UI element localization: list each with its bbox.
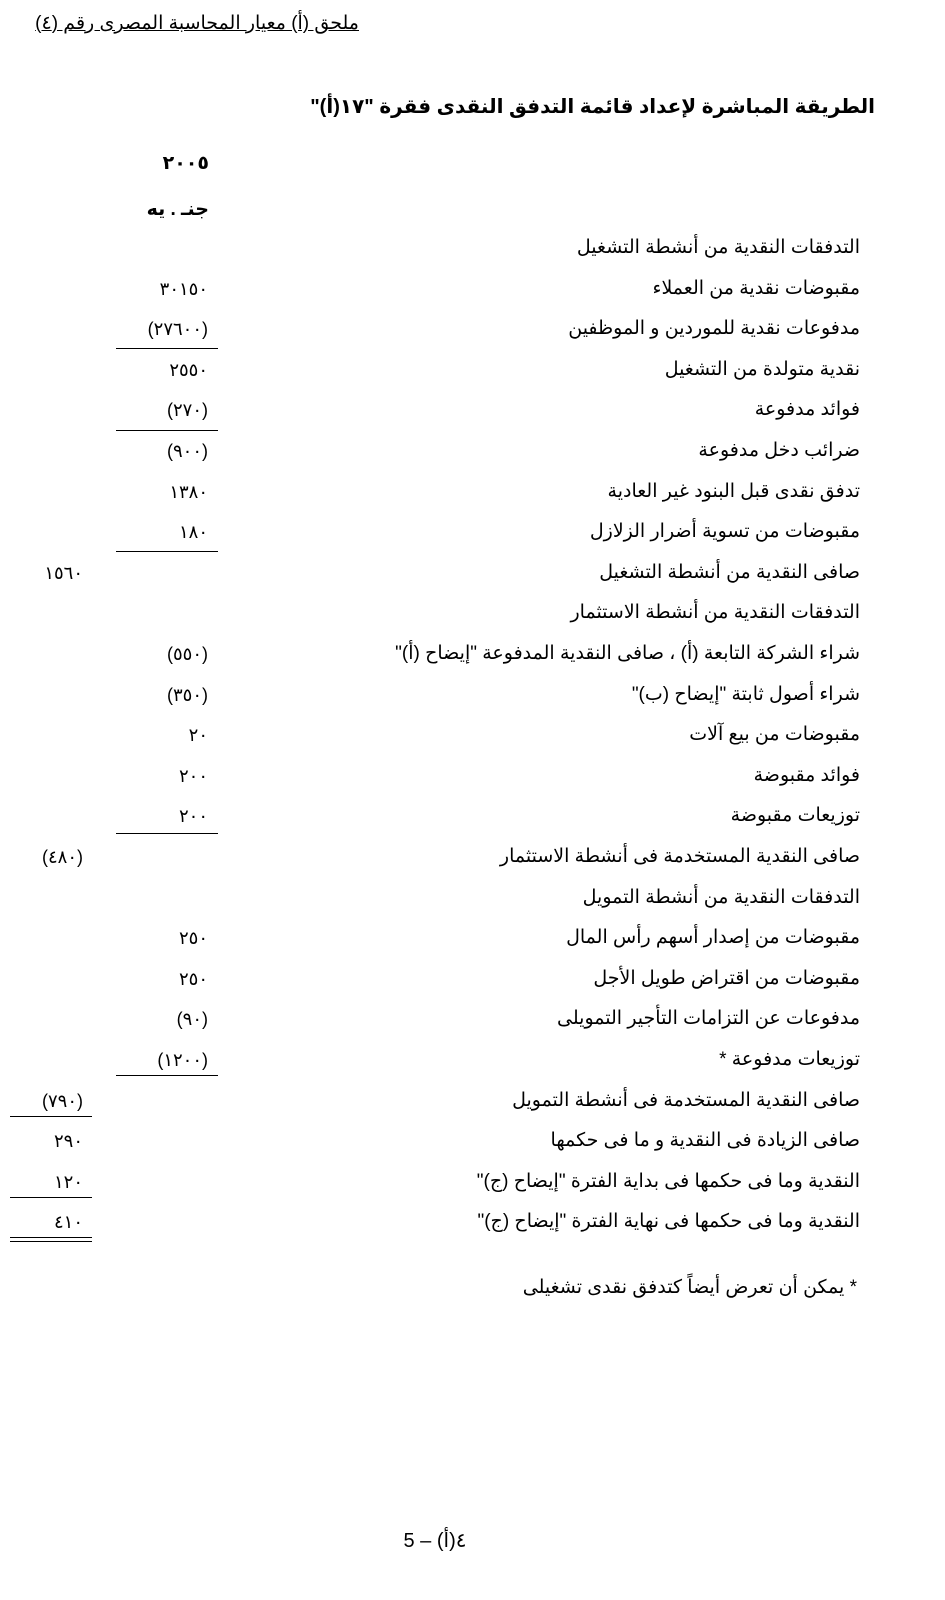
table-row (0, 350, 945, 390)
row-total: ١٥٦٠ (44, 563, 83, 583)
row-amount: (٩٠٠) (166, 441, 208, 461)
row-amount: (٢٧٦٠٠) (147, 319, 208, 339)
table-row (0, 472, 945, 512)
rule-line (10, 1197, 92, 1198)
table-row (0, 309, 945, 349)
row-label: التدفقات النقدية من أنشطة الاستثمار (570, 602, 860, 623)
row-amount: ٢٠٠ (178, 766, 208, 786)
table-row (0, 715, 945, 755)
row-label: صافى النقدية المستخدمة فى أنشطة التمويل (512, 1090, 860, 1111)
table-row (0, 269, 945, 309)
row-label: مدفوعات عن التزامات التأجير التمويلى (557, 1008, 860, 1029)
row-amount: (٥٥٠) (166, 644, 208, 664)
rule-line (116, 430, 218, 431)
table-row (0, 959, 945, 999)
double-rule-line (10, 1241, 92, 1242)
column-year: ٢٠٠٥ (162, 153, 209, 174)
row-label: صافى النقدية المستخدمة فى أنشطة الاستثمار (499, 846, 860, 867)
row-amount: ٢٥٠ (178, 928, 208, 948)
row-label: تدفق نقدى قبل البنود غير العادية (607, 481, 860, 502)
rule-line (10, 1116, 92, 1117)
row-amount: (٢٧٠) (166, 400, 208, 420)
row-amount: (٩٠) (176, 1009, 208, 1029)
table-row (0, 593, 945, 633)
row-amount: ٢٥٥٠ (169, 360, 208, 380)
row-label: صافى الزيادة فى النقدية و ما فى حكمها (550, 1130, 860, 1151)
double-rule-line (10, 1237, 92, 1238)
table-row (0, 675, 945, 715)
table-row (0, 756, 945, 796)
table-row (0, 1202, 945, 1242)
table-row (0, 837, 945, 877)
row-amount: ٢٠ (188, 725, 208, 745)
row-label: مقبوضات من اقتراض طويل الأجل (593, 968, 860, 989)
row-label: التدفقات النقدية من أنشطة التشغيل (576, 237, 860, 258)
table-row (0, 1081, 945, 1121)
row-amount: ١٨٠ (178, 522, 208, 542)
row-amount: ٣٠١٥٠ (159, 279, 208, 299)
row-label: توزيعات مقبوضة (730, 805, 860, 826)
page-number: ٤(أ) – 5 (403, 1530, 467, 1552)
rule-line (116, 551, 218, 552)
rule-line (116, 1075, 218, 1076)
row-label: فوائد مدفوعة (754, 399, 860, 420)
table-row (0, 431, 945, 471)
table-row (0, 553, 945, 593)
table-row (0, 1162, 945, 1202)
row-total: ٤١٠ (53, 1212, 83, 1232)
row-amount: ٢٠٠ (178, 806, 208, 826)
row-amount: ٢٥٠ (178, 969, 208, 989)
table-row (0, 878, 945, 918)
row-total: (٧٩٠) (41, 1091, 83, 1111)
table-row (0, 512, 945, 552)
row-label: مقبوضات من تسوية أضرار الزلازل (589, 521, 860, 542)
row-total: (٤٨٠) (41, 847, 83, 867)
row-total: ١٢٠ (53, 1172, 83, 1192)
row-amount: (٣٥٠) (166, 685, 208, 705)
row-label: فوائد مقبوضة (753, 765, 860, 786)
row-label: نقدية متولدة من التشغيل (664, 359, 860, 380)
row-label: مقبوضات نقدية من العملاء (652, 278, 860, 299)
row-label: شراء الشركة التابعة (أ) ، صافى النقدية المدفوعة "إيضاح (أ)" (395, 643, 860, 664)
row-label: مقبوضات من بيع آلات (689, 724, 860, 745)
rule-line (116, 833, 218, 834)
table-row (0, 390, 945, 430)
row-label: صافى النقدية من أنشطة التشغيل (599, 562, 860, 583)
row-label: شراء أصول ثابتة "إيضاح (ب)" (631, 684, 860, 705)
row-amount: (١٢٠٠) (157, 1050, 208, 1070)
appendix-header: ملحق (أ) معيار المحاسبة المصرى رقم (٤) (35, 13, 359, 34)
table-row (0, 634, 945, 674)
table-row (0, 918, 945, 958)
table-row (0, 1040, 945, 1080)
row-label: توزيعات مدفوعة * (719, 1049, 860, 1070)
row-amount: ١٣٨٠ (169, 482, 208, 502)
table-row (0, 1121, 945, 1161)
statement-title: الطريقة المباشرة لإعداد قائمة التدفق النقدى فقرة "١٧(أ)" (310, 96, 875, 118)
table-row (0, 796, 945, 836)
row-label: ضرائب دخل مدفوعة (698, 440, 860, 461)
row-label: النقدية وما فى حكمها فى نهاية الفترة "إيضاح (ج)" (477, 1211, 860, 1232)
table-row (0, 228, 945, 268)
row-total: ٢٩٠ (53, 1131, 83, 1151)
row-label: التدفقات النقدية من أنشطة التمويل (582, 887, 860, 908)
column-unit: جنـ . يه (146, 199, 209, 220)
footnote: * يمكن أن تعرض أيضاً كتدفق نقدى تشغيلى (522, 1277, 857, 1298)
row-label: النقدية وما فى حكمها فى بداية الفترة "إيضاح (ج)" (476, 1171, 860, 1192)
row-label: مدفوعات نقدية للموردين و الموظفين (568, 318, 860, 339)
row-label: مقبوضات من إصدار أسهم رأس المال (566, 927, 860, 948)
rule-line (116, 348, 218, 349)
table-row (0, 999, 945, 1039)
